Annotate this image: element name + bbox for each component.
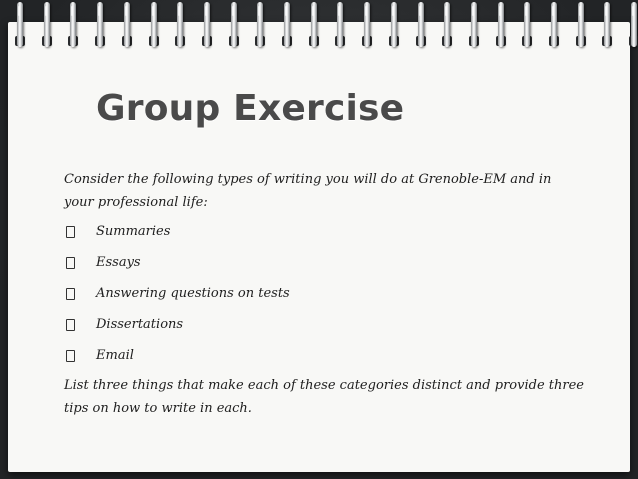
slide-title: Group Exercise xyxy=(96,88,405,129)
checkbox-bullet-icon xyxy=(66,350,75,362)
list-item-label: Email xyxy=(96,348,134,363)
spiral-ring-icon xyxy=(631,2,637,47)
spiral-ring-icon xyxy=(578,2,584,47)
spiral-ring-icon xyxy=(604,2,610,47)
checkbox-bullet-icon xyxy=(66,226,75,238)
spiral-ring-icon xyxy=(418,2,424,47)
spiral-ring-icon xyxy=(70,2,76,47)
spiral-ring-icon xyxy=(97,2,103,47)
spiral-ring-icon xyxy=(337,2,343,47)
spiral-binding xyxy=(0,0,638,50)
spiral-ring-icon xyxy=(364,2,370,47)
instructions-text: List three things that make each of these categories distinct and provide three tips on how to write in each. xyxy=(64,378,584,416)
list-item-label: Summaries xyxy=(96,224,171,239)
list-item-label: Essays xyxy=(96,255,141,270)
spiral-ring-icon xyxy=(311,2,317,47)
intro-text: Consider the following types of writing you will do at Grenoble-EM and in your professional life: xyxy=(64,172,552,210)
spiral-ring-icon xyxy=(284,2,290,47)
spiral-ring-icon xyxy=(177,2,183,47)
spiral-ring-icon xyxy=(471,2,477,47)
list-item-answering-questions xyxy=(64,282,464,313)
spiral-ring-icon xyxy=(444,2,450,47)
list-item-summaries xyxy=(64,220,464,251)
checkbox-bullet-icon xyxy=(66,288,75,300)
writing-types-list xyxy=(64,220,464,375)
list-item-essays xyxy=(64,251,464,282)
list-item-dissertations xyxy=(64,313,464,344)
list-item-label: Dissertations xyxy=(96,317,184,332)
checkbox-bullet-icon xyxy=(66,319,75,331)
checkbox-bullet-icon xyxy=(66,257,75,269)
spiral-ring-icon xyxy=(151,2,157,47)
spiral-ring-icon xyxy=(231,2,237,47)
list-item-email xyxy=(64,344,464,375)
spiral-ring-icon xyxy=(44,2,50,47)
list-item-label: Answering questions on tests xyxy=(96,286,290,301)
spiral-ring-icon xyxy=(204,2,210,47)
spiral-ring-icon xyxy=(551,2,557,47)
spiral-ring-icon xyxy=(124,2,130,47)
spiral-ring-icon xyxy=(524,2,530,47)
spiral-ring-icon xyxy=(257,2,263,47)
spiral-ring-icon xyxy=(391,2,397,47)
spiral-ring-icon xyxy=(498,2,504,47)
spiral-ring-icon xyxy=(17,2,23,47)
